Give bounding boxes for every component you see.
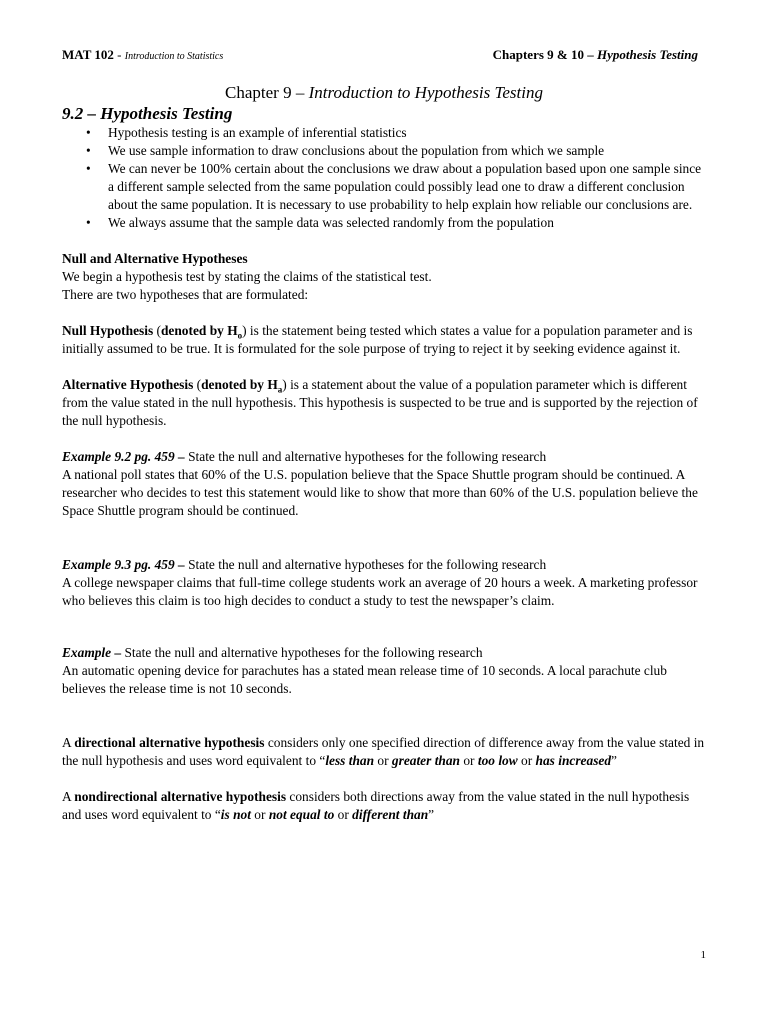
or-connector: or — [334, 807, 353, 822]
header-right — [493, 47, 698, 63]
bullet-list — [62, 124, 710, 232]
example-2-heading — [62, 556, 710, 574]
nondirectional-paragraph — [62, 788, 710, 824]
example-3-label: Example – — [62, 645, 122, 660]
directional-paragraph — [62, 734, 710, 770]
example-1-prompt: State the null and alternative hypotheses for the following research — [184, 449, 547, 464]
example-2-text: A college newspaper claims that full-time college students work an average of 20 hours a week. A marketing professor who believes this claim is too high decides to conduct a study to test the newspaper’s claim. — [62, 575, 698, 608]
list-item — [62, 160, 710, 214]
chapter-topic: Introduction to Hypothesis Testing — [308, 83, 543, 102]
header-left — [62, 47, 223, 63]
close-quote: ” — [428, 807, 435, 822]
null-hypothesis-term: Null Hypothesis — [62, 323, 154, 338]
page-number: 1 — [700, 949, 706, 961]
or-connector: or — [374, 753, 392, 768]
null-alt-heading: Null and Alternative Hypotheses — [62, 251, 248, 266]
list-item — [62, 142, 710, 160]
bullet-text: We always assume that the sample data was selected randomly from the population — [108, 215, 554, 230]
page-header — [62, 47, 698, 65]
example-1-text: A national poll states that 60% of the U.S. population believe that the Space Shuttle program should be continued. A researcher who decides to test this statement would like to show that more than 60% of the U.S. population believe the Space Shuttle program should be continued. — [62, 467, 698, 518]
nondirectional-article: A — [62, 789, 75, 804]
null-hypothesis-text: is the statement being tested which states a value for a population parameter and is initially assumed to be true. It is formulated for the sole purpose of trying to reject it by seeking evidence against it. — [62, 323, 693, 356]
alternative-hypothesis-paragraph — [62, 376, 710, 430]
null-alt-line-2: There are two hypotheses that are formulated: — [62, 287, 309, 302]
bullet-text: We use sample information to draw conclusions about the population from which we sample — [108, 143, 605, 158]
directional-word-4: has increased — [535, 753, 612, 768]
directional-term: directional alternative hypothesis — [74, 735, 265, 750]
null-alt-line-1: We begin a hypothesis test by stating the claims of the statistical test. — [62, 269, 432, 284]
bullet-icon: • — [86, 125, 91, 140]
chapters-label: Chapters 9 & 10 — [492, 47, 584, 62]
directional-word-1: less than — [325, 753, 375, 768]
alt-denoted: denoted by H — [201, 377, 278, 392]
nondirectional-word-1: is not — [220, 807, 251, 822]
null-denoted: denoted by H — [160, 323, 238, 338]
nondirectional-word-2: not equal to — [268, 807, 335, 822]
directional-word-2: greater than — [391, 753, 460, 768]
example-3-text: An automatic opening device for parachutes has a stated mean release time of 10 seconds. A local parachute club believes the release time is not 10 seconds. — [62, 663, 667, 696]
example-3-prompt: State the null and alternative hypotheses for the following research — [121, 645, 483, 660]
null-hypothesis-paragraph — [62, 322, 710, 358]
or-connector: or — [250, 807, 269, 822]
alternative-hypothesis-text: is a statement about the value of a population parameter which is different from the value stated in the null hypothesis. This hypothesis is suspected to be true and is supported by the rejection of the null hypothesis. — [62, 377, 698, 428]
close-quote: ” — [611, 753, 617, 768]
nondirectional-text: considers both directions away from the value stated in the null hypothesis and uses word equivalent to “ — [62, 789, 690, 822]
directional-text: considers only one specified direction of difference away from the value stated in the null hypothesis and uses word equivalent to “ — [62, 735, 705, 768]
null-subscript: o — [237, 330, 243, 341]
or-connector: or — [460, 753, 478, 768]
paren-open: ( — [153, 323, 161, 338]
example-1-heading — [62, 448, 710, 466]
example-3-heading — [62, 644, 710, 662]
directional-article: A — [62, 735, 75, 750]
list-item — [62, 214, 710, 232]
nondirectional-word-3: different than — [352, 807, 429, 822]
bullet-text: Hypothesis testing is an example of inferential statistics — [108, 125, 407, 140]
list-item — [62, 124, 710, 142]
title-dash: – — [291, 83, 309, 102]
alt-subscript: a — [277, 384, 283, 395]
course-code: MAT 102 — [62, 47, 114, 62]
bullet-icon: • — [86, 161, 91, 176]
paren-close: ) — [242, 323, 247, 338]
section-heading: 9.2 – Hypothesis Testing — [62, 104, 233, 123]
directional-word-3: too low — [477, 753, 518, 768]
example-2-prompt: State the null and alternative hypotheses for the following research — [184, 557, 547, 572]
course-title: Introduction to Statistics — [124, 51, 224, 62]
alternative-hypothesis-term: Alternative Hypothesis — [62, 377, 194, 392]
header-dash: – — [583, 47, 597, 62]
bullet-text: We can never be 100% certain about the conclusions we draw about a population based upon one sample since a different sample selected from the same population could possibly lead one to draw a different conclusion about the same population. It is necessary to use probability to help explain how reliable our conclusions are. — [108, 161, 702, 212]
paren-open: ( — [193, 377, 202, 392]
bullet-icon: • — [86, 143, 91, 158]
bullet-icon: • — [86, 215, 91, 230]
example-1-label: Example 9.2 pg. 459 – — [62, 449, 185, 464]
chapter-label: Chapter 9 — [225, 83, 292, 102]
page-title — [0, 83, 768, 103]
paren-close: ) — [282, 377, 287, 392]
or-connector: or — [517, 753, 536, 768]
nondirectional-term: nondirectional alternative hypothesis — [74, 789, 287, 804]
document-body — [62, 124, 710, 824]
chapters-topic: Hypothesis Testing — [596, 47, 698, 62]
example-2-label: Example 9.3 pg. 459 – — [62, 557, 185, 572]
header-separator: - — [113, 47, 125, 62]
